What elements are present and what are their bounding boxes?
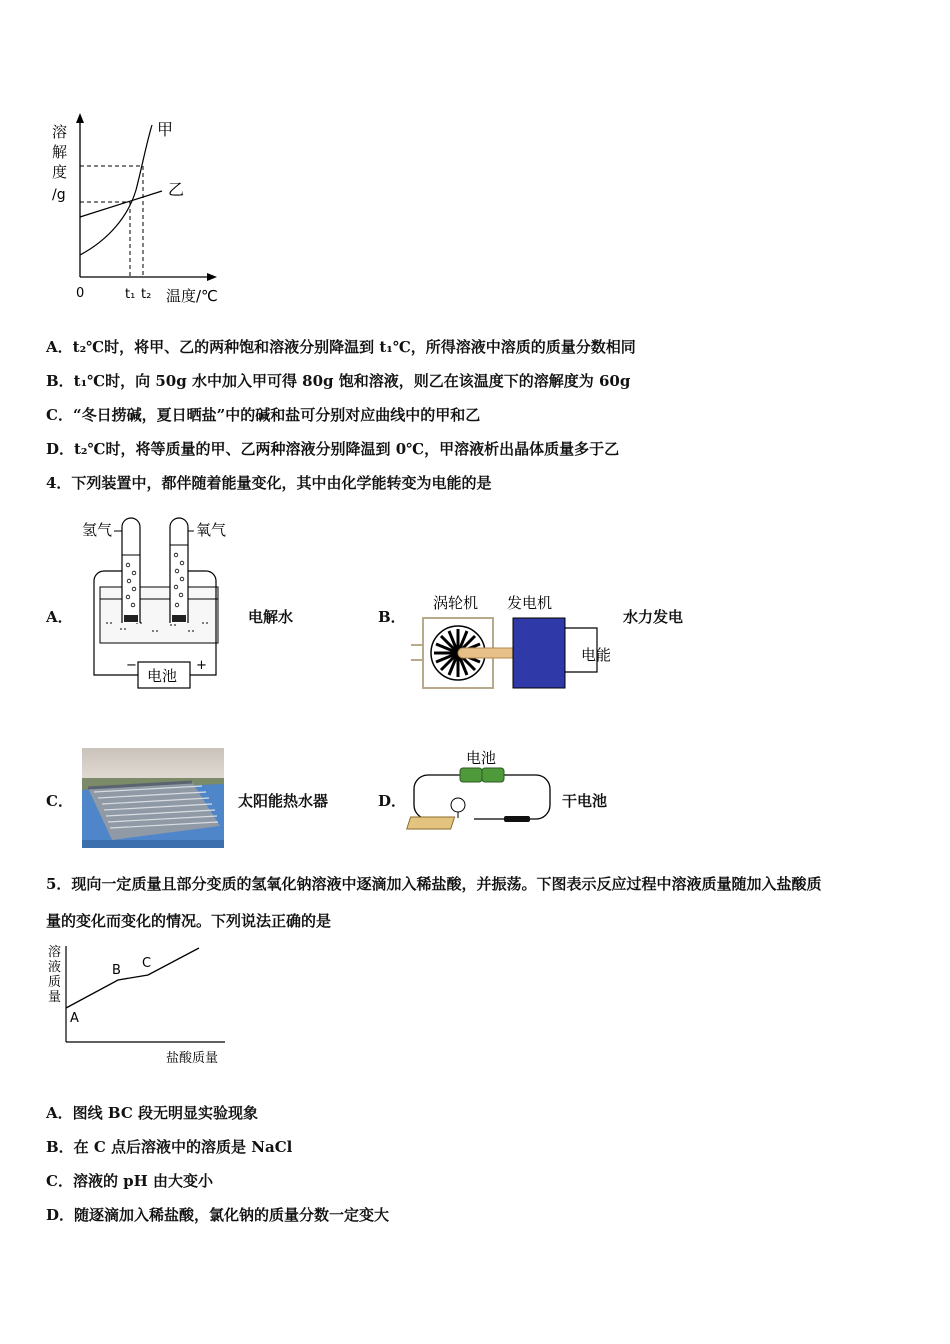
minus-sign: − bbox=[126, 658, 137, 673]
curve-jia-label: 甲 bbox=[157, 120, 174, 139]
solar-heater-photo bbox=[82, 748, 224, 848]
q5-option-b: B．在 C 点后溶液中的溶质是 NaCl bbox=[46, 1138, 293, 1156]
hydro-diagram bbox=[405, 590, 612, 695]
y-axis-label-2: 解 bbox=[52, 143, 68, 161]
switch bbox=[504, 816, 530, 822]
origin-label: 0 bbox=[76, 286, 85, 301]
q5-option-d: D．随逐滴加入稀盐酸，氯化钠的质量分数一定变大 bbox=[46, 1206, 390, 1224]
hydrogen-label: 氢气 bbox=[82, 521, 113, 539]
electrolysis-diagram bbox=[78, 515, 243, 695]
q3-option-a: A．t₂℃时，将甲、乙的两种饱和溶液分别降温到 t₁℃，所得溶液中溶质的质量分数相同 bbox=[46, 338, 636, 356]
turbine-label: 涡轮机 bbox=[433, 594, 479, 612]
solubility-graph bbox=[40, 105, 240, 315]
t2-label: t₂ bbox=[141, 287, 152, 302]
oxygen-label: 氧气 bbox=[196, 521, 227, 539]
energy-label: 电能 bbox=[581, 646, 612, 664]
x-axis-label: 温度/℃ bbox=[166, 287, 218, 305]
q3-option-b: B．t₁℃时，向 50g 水中加入甲可得 80g 饱和溶液，则乙在该温度下的溶解度为 60g bbox=[46, 372, 631, 390]
y-axis-label-4: 量 bbox=[48, 990, 62, 1005]
point-c-label: C bbox=[142, 956, 152, 971]
dry-cell-circuit bbox=[408, 745, 556, 840]
curve-yi bbox=[80, 191, 162, 217]
electrode-left bbox=[124, 615, 138, 622]
y-axis-label-1: 溶 bbox=[48, 945, 62, 960]
curve-jia bbox=[80, 125, 152, 255]
q5-option-c: C．溶液的 pH 由大变小 bbox=[46, 1172, 214, 1190]
battery-label: 电池 bbox=[147, 667, 178, 685]
y-axis-label-4: /g bbox=[52, 187, 66, 203]
q4-option-c-caption: 太阳能热水器 bbox=[238, 792, 329, 810]
q3-option-d: D．t₂℃时，将等质量的甲、乙两种溶液分别降温到 0℃，甲溶液析出晶体质量多于乙 bbox=[46, 440, 620, 458]
q4-option-a-letter: A． bbox=[46, 608, 73, 626]
q4-option-b-letter: B． bbox=[378, 608, 406, 626]
battery-label: 电池 bbox=[466, 749, 497, 767]
generator-label: 发电机 bbox=[507, 594, 553, 612]
q4-option-d-letter: D． bbox=[378, 792, 407, 810]
y-axis-label-3: 质 bbox=[48, 975, 62, 990]
q4-stem: 4．下列装置中，都伴随着能量变化，其中由化学能转变为电能的是 bbox=[46, 474, 492, 492]
y-axis-label-3: 度 bbox=[52, 163, 68, 181]
solution-mass-graph bbox=[42, 938, 237, 1073]
point-a-label: A bbox=[70, 1011, 79, 1026]
curve-yi-label: 乙 bbox=[168, 180, 185, 199]
x-axis-arrow bbox=[207, 273, 217, 281]
water-trough bbox=[100, 587, 218, 643]
mass-curve bbox=[66, 948, 199, 1008]
y-axis-arrow bbox=[76, 113, 84, 123]
q3-option-c: C．“冬日捞碱，夏日晒盐”中的碱和盐可分别对应曲线中的甲和乙 bbox=[46, 406, 481, 424]
cell-1 bbox=[460, 768, 482, 782]
tube-left bbox=[122, 518, 140, 623]
plus-sign: + bbox=[196, 658, 207, 673]
y-axis-label-2: 液 bbox=[48, 960, 62, 975]
q5-stem-line-1: 5．现向一定质量且部分变质的氢氧化钠溶液中逐滴加入稀盐酸，并振荡。下图表示反应过程中溶液质量随加入盐酸质 bbox=[46, 875, 822, 893]
electrode-right bbox=[172, 615, 186, 622]
t1-label: t₁ bbox=[125, 287, 136, 302]
q4-option-c-letter: C． bbox=[46, 792, 73, 810]
cell-2 bbox=[482, 768, 504, 782]
q4-option-d-caption: 干电池 bbox=[562, 792, 608, 810]
q5-stem-line-2: 量的变化而变化的情况。下列说法正确的是 bbox=[46, 912, 332, 930]
generator-box bbox=[513, 618, 565, 688]
q4-option-b-caption: 水力发电 bbox=[623, 608, 684, 626]
y-axis-label-1: 溶 bbox=[52, 123, 68, 141]
q4-option-a-caption: 电解水 bbox=[248, 608, 294, 626]
q5-option-a: A．图线 BC 段无明显实验现象 bbox=[46, 1104, 258, 1122]
lamp-base bbox=[407, 817, 455, 829]
x-axis-label: 盐酸质量 bbox=[166, 1051, 219, 1066]
circuit-wire bbox=[414, 775, 550, 819]
point-b-label: B bbox=[112, 963, 121, 978]
bulb bbox=[451, 798, 465, 812]
